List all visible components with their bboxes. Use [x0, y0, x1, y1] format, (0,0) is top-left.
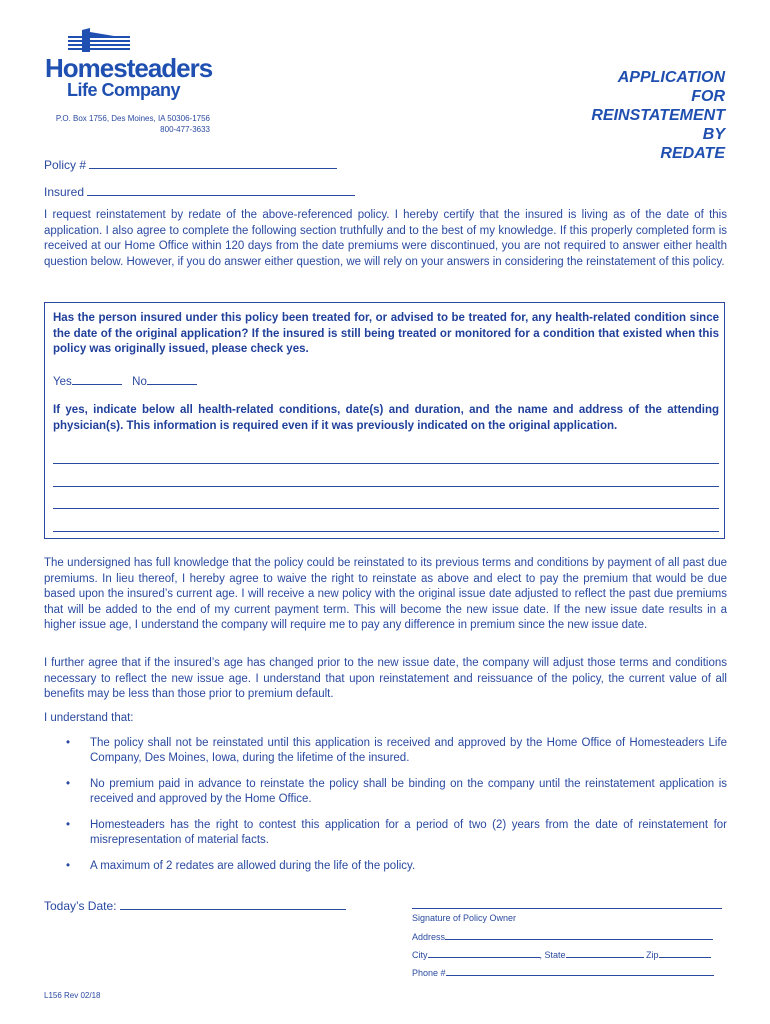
address-field	[412, 931, 713, 942]
todays-date-label: Today’s Date:	[44, 899, 117, 913]
city-label: City	[412, 950, 428, 960]
intro-paragraph: I request reinstatement by redate of the above-referenced policy. I hereby certify that the insured is living as of the date of this application. I also agree to complete the following section truthfully and to the best of my knowledge. If this properly completed form is received at our Home Office within 120 days from the date premiums were discontinued, you are not required to answer either health question below. However, if you do answer either question, we will rely on your answers in considering the reinstatement of this policy.	[44, 209, 727, 268]
bullet-icon: •	[66, 819, 71, 831]
city-input[interactable]	[428, 949, 540, 958]
terms-list	[44, 736, 727, 885]
title-line: REINSTATEMENT	[591, 107, 725, 124]
company-name: Homesteaders	[45, 53, 213, 83]
address-label: Address	[412, 932, 446, 942]
state-input[interactable]	[566, 949, 644, 958]
no-label: No	[132, 376, 147, 388]
company-phone: 800-477-3633	[160, 125, 210, 134]
zip-input[interactable]	[659, 949, 711, 958]
state-label: State	[544, 950, 566, 960]
agreement-paragraph: The undersigned has full knowledge that the policy could be reinstated to its previous terms and conditions by payment of all past due premiums. In lieu thereof, I hereby agree to waive the right to reinstate as above and elect to pay the premium that would be due based upon the insured’s current age. I will receive a new policy with the original issue date adjusted to reflect the past due premiums that will be added to the end of my current payment term. This will become the new issue date. If the new issue date results in a higher issue age, I understand the company will require me to pay any difference in premium since the new issue date.	[44, 557, 727, 631]
health-question-2: If yes, indicate below all health-related conditions, date(s) and duration, and the name and address of the attending physician(s). This information is required even if it was previously indicated on the original application.	[53, 404, 719, 432]
city-state-zip-field: City , State Zip	[412, 949, 711, 960]
bullet-icon: •	[66, 737, 71, 749]
list-item: • A maximum of 2 redates are allowed during the life of the policy.	[66, 860, 416, 872]
signature-line[interactable]	[412, 908, 722, 909]
policy-label: Policy #	[44, 158, 87, 172]
health-question-1: Has the person insured under this policy been treated for, or advised to be treated for, any health-related condition since the date of the original application? If the insured is still being treated or monitored for a condition that existed when this policy was originally issued, please check yes.	[53, 312, 719, 355]
yes-label: Yes	[53, 376, 72, 388]
list-item: • No premium paid in advance to reinstate the policy shall be binding on the company until the reinstatement application is received and approved by the Home Office.	[66, 778, 727, 805]
yes-checkbox[interactable]	[72, 374, 122, 385]
title-line: REDATE	[660, 145, 725, 162]
health-details-line[interactable]	[53, 463, 719, 464]
policy-field	[44, 158, 337, 172]
company-name-sub: Life Company	[67, 80, 181, 100]
company-address-block	[45, 113, 210, 135]
todays-date-field	[44, 899, 346, 913]
understand-label: I understand that:	[44, 712, 134, 724]
health-details-line[interactable]	[53, 486, 719, 487]
list-item: • The policy shall not be reinstated until this application is received and approved by the Home Office of Homesteaders Life Company, Des Moines, Iowa, during the lifetime of the insured.	[66, 737, 727, 764]
yes-no-row	[53, 374, 197, 388]
form-code: L156 Rev 02/18	[44, 991, 101, 1000]
list-item: • Homesteaders has the right to contest this application for a period of two (2) years from the date of reinstatement for misrepresentation of material facts.	[66, 819, 727, 846]
further-agreement-paragraph: I further agree that if the insured’s age has changed prior to the new issue date, the company will adjust those terms and conditions necessary to reflect the new issue age. I understand that upon reinstatement and reissuance of the policy, the current value of all benefits may be less than those prior to premium default.	[44, 657, 727, 700]
no-checkbox[interactable]	[147, 374, 197, 385]
insured-field	[44, 185, 355, 199]
signature-owner-label: Signature of Policy Owner	[412, 913, 517, 923]
form-title	[555, 68, 725, 163]
company-logo-icon	[64, 28, 134, 54]
bullet-icon: •	[66, 860, 71, 872]
insured-label: Insured	[44, 185, 85, 199]
insured-name-input[interactable]	[87, 185, 355, 196]
phone-label: Phone #	[412, 968, 446, 978]
zip-label: Zip	[646, 950, 659, 960]
address-input[interactable]	[445, 931, 713, 940]
title-line: FOR	[691, 88, 725, 105]
bullet-icon: •	[66, 778, 71, 790]
title-line: APPLICATION	[617, 69, 725, 86]
phone-field	[412, 967, 714, 978]
health-details-line[interactable]	[53, 531, 719, 532]
phone-input[interactable]	[446, 967, 714, 976]
title-line: BY	[702, 126, 725, 143]
policy-number-input[interactable]	[89, 158, 337, 169]
health-details-line[interactable]	[53, 508, 719, 509]
todays-date-input[interactable]	[120, 899, 346, 910]
company-address: P.O. Box 1756, Des Moines, IA 50306-1756	[55, 114, 210, 123]
health-question-box	[44, 302, 725, 539]
